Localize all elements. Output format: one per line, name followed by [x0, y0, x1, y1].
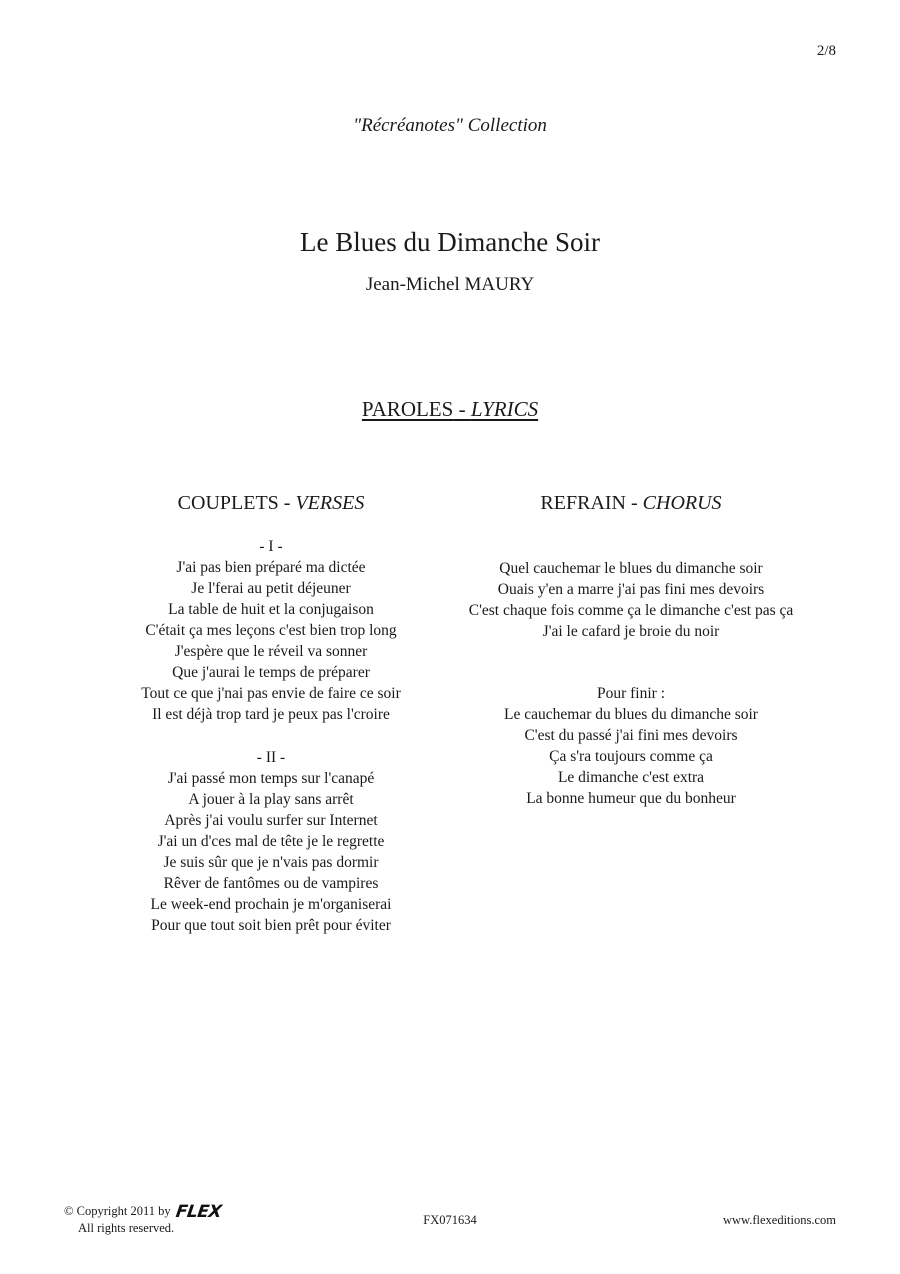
chorus-heading: REFRAIN - CHORUS — [540, 492, 722, 514]
lyric-line: Ouais y'en a marre j'ai pas fini mes devoirs — [497, 581, 765, 598]
section-separator: - — [453, 397, 471, 421]
lyric-line: Je suis sûr que je n'vais pas dormir — [163, 854, 379, 871]
song-title: Le Blues du Dimanche Soir — [300, 227, 600, 257]
lyric-line: C'est du passé j'ai fini mes devoirs — [524, 727, 738, 744]
publisher-logo: FLEX — [174, 1202, 223, 1223]
section-label-translation: LYRICS — [470, 397, 539, 421]
lyric-line: Après j'ai voulu surfer sur Internet — [164, 812, 378, 829]
lyric-line: Rêver de fantômes ou de vampires — [163, 875, 379, 892]
lyric-line: J'ai pas bien préparé ma dictée — [176, 559, 366, 576]
lyric-line: Je l'ferai au petit déjeuner — [191, 580, 351, 597]
chorus-spacer — [441, 642, 821, 683]
stanza-numeral: - II - — [256, 749, 286, 766]
lyric-line: A jouer à la play sans arrêt — [188, 791, 354, 808]
stanza-numeral: - I - — [259, 538, 283, 555]
verses-column — [81, 490, 461, 936]
lyric-line: C'est chaque fois comme ça le dimanche c'est pas ça — [468, 602, 794, 619]
lyric-line: Le dimanche c'est extra — [557, 769, 705, 786]
lyric-line: Le cauchemar du blues du dimanche soir — [504, 706, 758, 723]
lyric-line: J'espère que le réveil va sonner — [174, 643, 368, 660]
lyric-line: C'était ça mes leçons c'est bien trop long — [145, 622, 397, 639]
chorus-spacer — [441, 536, 821, 558]
lyric-line: La table de huit et la conjugaison — [168, 601, 374, 618]
ending-label: Pour finir : — [596, 685, 666, 702]
chorus-column — [441, 490, 821, 809]
lyric-line: Il est déjà trop tard je peux pas l'croire — [152, 706, 390, 723]
website-link[interactable]: www.flexeditions.com — [722, 1213, 836, 1227]
copyright-text: © Copyright 2011 by — [64, 1204, 171, 1218]
composer-name: Jean-Michel MAURY — [365, 274, 535, 295]
stanza-spacer — [81, 725, 461, 747]
lyric-line: J'ai le cafard je broie du noir — [542, 623, 720, 640]
lyric-line: Le week-end prochain je m'organiserai — [150, 896, 392, 913]
lyric-line: Que j'aurai le temps de préparer — [172, 664, 370, 681]
lyric-line: J'ai un d'ces mal de tête je le regrette — [157, 833, 385, 850]
verses-heading: COUPLETS - VERSES — [177, 492, 365, 514]
lyric-line: Ça s'ra toujours comme ça — [549, 748, 713, 765]
lyric-line: Quel cauchemar le blues du dimanche soir — [499, 560, 763, 577]
lyric-line: Pour que tout soit bien prêt pour éviter — [151, 917, 391, 934]
lyric-line: J'ai passé mon temps sur l'canapé — [167, 770, 375, 787]
page-number: 2/8 — [816, 43, 836, 59]
section-label: PAROLES — [361, 397, 454, 421]
rights-text: All rights reserved. — [78, 1221, 175, 1236]
lyric-line: La bonne humeur que du bonheur — [526, 790, 736, 807]
collection-name: "Récréanotes" Collection — [353, 115, 547, 136]
section-heading — [0, 397, 900, 422]
catalog-code: FX071634 — [423, 1213, 477, 1227]
lyric-line: Tout ce que j'nai pas envie de faire ce soir — [141, 685, 401, 702]
